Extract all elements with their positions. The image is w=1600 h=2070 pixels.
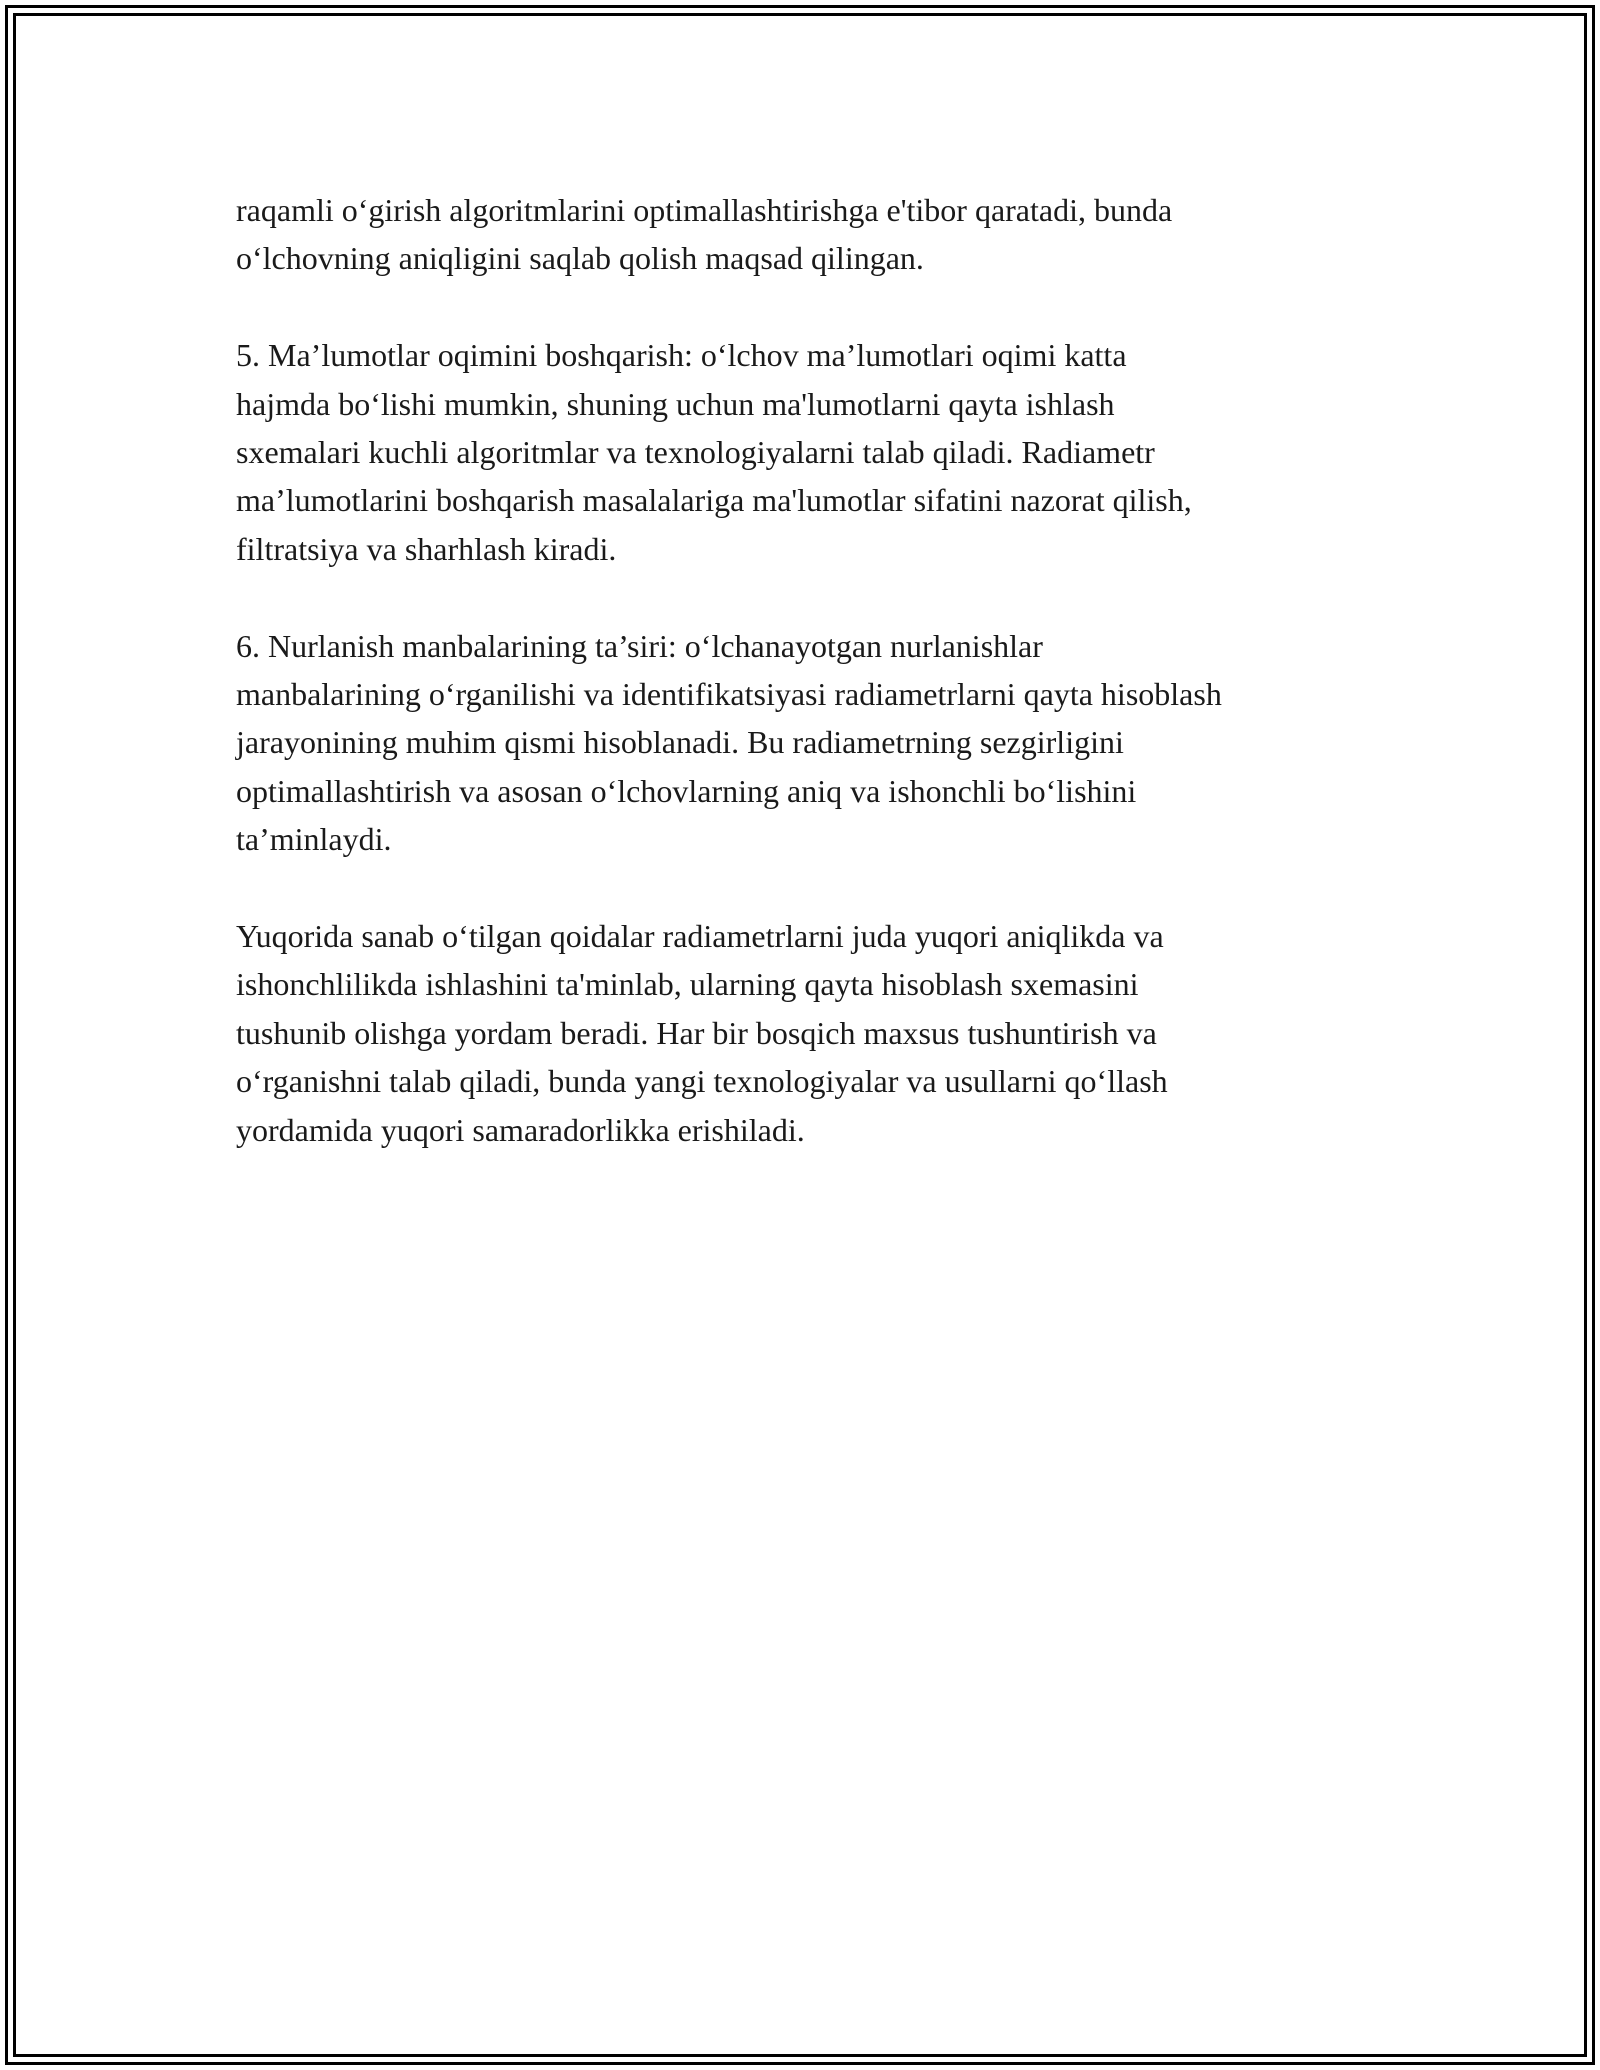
text-line: jarayonining muhim qismi hisoblanadi. Bu radiametrning sezgirligini (236, 724, 1124, 761)
document-body (236, 186, 1396, 1202)
paragraph-data-flow (236, 331, 1396, 573)
paragraph-radiation-sources (236, 622, 1396, 864)
text-line: filtratsiya va sharhlash kiradi. (236, 530, 617, 567)
text-line: ma’lumotlarini boshqarish masalalariga ma'lumotlar sifatini nazorat qilish, (236, 482, 1192, 519)
text-line: manbalarining o‘rganilishi va identifikatsiyasi radiametrlarni qayta hisoblash (236, 676, 1222, 713)
text-line: o‘lchovning aniqligini saqlab qolish maqsad qilingan. (236, 240, 924, 277)
text-line: ta’minlaydi. (236, 821, 392, 858)
paragraph-continuation (236, 186, 1396, 283)
text-line: o‘rganishni talab qiladi, bunda yangi texnologiyalar va usullarni qo‘llash (236, 1063, 1168, 1100)
text-line: optimallashtirish va asosan o‘lchovlarning aniq va ishonchli bo‘lishini (236, 772, 1137, 809)
text-line: 6. Nurlanish manbalarining ta’siri: o‘lchanayotgan nurlanishlar (236, 627, 1043, 664)
text-line: yordamida yuqori samaradorlikka erishiladi. (236, 1111, 805, 1148)
text-line: 5. Ma’lumotlar oqimini boshqarish: o‘lchov ma’lumotlari oqimi katta (236, 337, 1127, 374)
text-line: Yuqorida sanab o‘tilgan qoidalar radiametrlarni juda yuqori aniqlikda va (236, 918, 1164, 955)
text-line: sxemalari kuchli algoritmlar va texnologiyalarni talab qiladi. Radiametr (236, 434, 1155, 471)
text-line: hajmda bo‘lishi mumkin, shuning uchun ma'lumotlarni qayta ishlash (236, 385, 1115, 422)
paragraph-conclusion (236, 912, 1396, 1154)
text-line: ishonchlilikda ishlashini ta'minlab, ularning qayta hisoblash sxemasini (236, 966, 1139, 1003)
text-line: tushunib olishga yordam beradi. Har bir bosqich maxsus tushuntirish va (236, 1014, 1157, 1051)
text-line: raqamli o‘girish algoritmlarini optimallashtirishga e'tibor qaratadi, bunda (236, 192, 1173, 228)
